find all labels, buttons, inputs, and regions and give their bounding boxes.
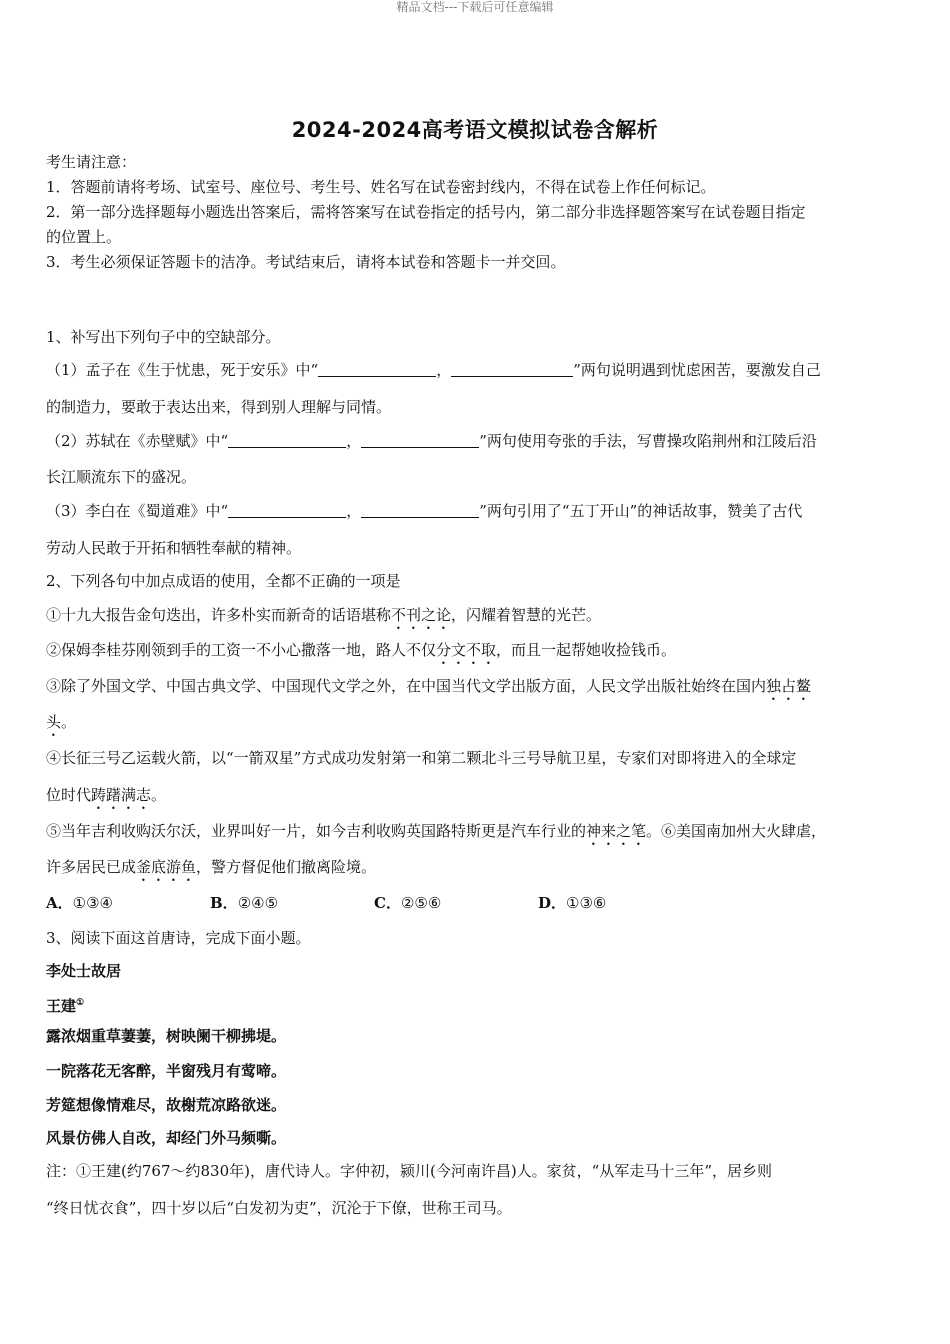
q2-s6-idiom: 釜底游鱼 [136, 858, 197, 876]
q2-s1-idiom: 不刊之论 [391, 606, 452, 624]
notice-item-3: 3．考生必须保证答题卡的洁净。考试结束后，请将本试卷和答题卡一并交回。 [46, 253, 566, 271]
poem-author [46, 993, 84, 1016]
q2-option-b[interactable]: B．②④⑤ [210, 894, 279, 912]
q2-s4-text: 位时代 [46, 786, 92, 804]
q2-s4-tail: 。 [151, 786, 167, 804]
q1-part3-blank-a[interactable] [228, 503, 346, 518]
poem-title: 李处士故居 [46, 962, 122, 980]
q2-option-c[interactable]: C．②⑤⑥ [374, 894, 442, 912]
q1-part3-cont: 劳动人民敢于开拓和牺牲奉献的精神。 [46, 539, 302, 557]
q2-stem: 2、下列各句中加点成语的使用，全都不正确的一项是 [46, 572, 401, 590]
q1-part2 [46, 431, 817, 451]
q1-part1-comma: ， [436, 361, 452, 379]
poem-line-3: 芳筵想像情难尽，故榭荒凉路欲迷。 [46, 1096, 287, 1114]
q2-sentence-5 [46, 821, 826, 849]
q1-part2-blank-a[interactable] [228, 433, 346, 448]
q2-s2-tail: ，而且一起帮她收捡钱币。 [496, 641, 677, 659]
poem-author-footnote-mark: ① [76, 998, 85, 1008]
q1-part2-suffix: ”两句使用夸张的手法，写曹操攻陷荆州和江陵后沿 [479, 432, 817, 450]
poem-line-4: 风景仿佛人自改，却经门外马频嘶。 [46, 1129, 287, 1147]
q2-sentence-3-cont [46, 712, 76, 740]
q2-s2-text: ②保姆李桂芬刚领到手的工资一不小心撒落一地，路人不仅 [46, 641, 437, 659]
q2-s3-tail: 。 [61, 713, 77, 731]
q2-sentence-4: ④长征三号乙运载火箭，以“一箭双星”方式成功发射第一和第二颗北斗三号导航卫星，专家们对即将进入的全球定 [46, 749, 797, 767]
q1-part2-cont: 长江顺流东下的盛况。 [46, 468, 197, 486]
q2-sentence-6 [46, 857, 376, 885]
poem-line-1: 露浓烟重草萋萋，树映阑干柳拂堤。 [46, 1027, 287, 1045]
q2-option-d[interactable]: D．①③⑥ [538, 894, 607, 912]
q2-sentence-2 [46, 640, 676, 668]
q1-part1-blank-a[interactable] [318, 362, 436, 377]
header-watermark: 精品文档---下载后可任意编辑 [396, 0, 554, 14]
q2-s5-tail: 。⑥美国南加州大火肆虐， [646, 822, 827, 840]
q2-option-a[interactable]: A．①③④ [46, 894, 113, 912]
q1-part1 [46, 360, 821, 380]
q1-part3-suffix: ”两句引用了“五丁开山”的神话故事，赞美了古代 [479, 502, 803, 520]
q1-part2-prefix: （2）苏轼在《赤壁赋》中“ [46, 432, 229, 450]
q2-s6-tail: ，警方督促他们撤离险境。 [196, 858, 377, 876]
q1-part3-blank-b[interactable] [361, 503, 479, 518]
poem-author-name: 王建 [46, 997, 77, 1015]
q1-part3-prefix: （3）李白在《蜀道难》中“ [46, 502, 229, 520]
q1-stem: 1、补写出下列句子中的空缺部分。 [46, 328, 281, 346]
q2-options [46, 893, 702, 913]
q2-s5-text: ⑤当年吉利收购沃尔沃，业界叫好一片，如今吉利收购英国路特斯更是汽车行业的 [46, 822, 587, 840]
q2-s2-idiom: 分文不取 [436, 641, 497, 659]
notice-item-2-cont: 的位置上。 [46, 228, 122, 246]
q1-part3-comma: ， [346, 502, 362, 520]
q2-s6-text: 许多居民已成 [46, 858, 137, 876]
q2-s3-idiom-end: 头 [46, 713, 62, 731]
notice-item-2: 2．第一部分选择题每小题选出答案后，需将答案写在试卷指定的括号内，第二部分非选择题答案写在试卷题目指定 [46, 203, 806, 221]
q1-part3 [46, 501, 802, 521]
notice-item-1: 1．答题前请将考场、试室号、座位号、考生号、姓名写在试卷密封线内，不得在试卷上作任何标记。 [46, 178, 716, 196]
q1-part2-comma: ， [346, 432, 362, 450]
q2-sentence-3 [46, 676, 811, 704]
q1-part1-cont: 的制造力，要敢于表达出来，得到别人理解与同情。 [46, 398, 392, 416]
q2-sentence-1 [46, 605, 601, 633]
poem-note: 注：①王建(约767～约830年)，唐代诗人。字仲初，颍川(今河南许昌)人。家贫，“从军走马十三年”，居乡则 [46, 1162, 773, 1180]
q2-s5-idiom: 神来之笔 [586, 822, 647, 840]
q2-sentence-4-cont [46, 785, 166, 813]
q2-s1-tail: ，闪耀着智慧的光芒。 [451, 606, 602, 624]
q1-part1-suffix: ”两句说明遇到忧虑困苦，要激发自己 [573, 361, 821, 379]
notice-heading: 考生请注意： [46, 153, 137, 171]
poem-note-cont: “终日忧衣食”，四十岁以后“白发初为吏”，沉沦于下僚，世称王司马。 [46, 1199, 512, 1217]
q3-stem: 3、阅读下面这首唐诗，完成下面小题。 [46, 929, 311, 947]
q1-part1-blank-b[interactable] [451, 362, 573, 377]
q2-s3-idiom: 独占鳌 [766, 677, 812, 695]
q2-s4-idiom: 踌躇满志 [91, 786, 152, 804]
q2-s1-text: ①十九大报告金句迭出，许多朴实而新奇的话语堪称 [46, 606, 392, 624]
poem-line-2: 一院落花无客醉，半窗残月有莺啼。 [46, 1062, 287, 1080]
q1-part2-blank-b[interactable] [361, 433, 479, 448]
q2-s3-text: ③除了外国文学、中国古典文学、中国现代文学之外，在中国当代文学出版方面，人民文学出版社始终在国内 [46, 677, 767, 695]
page-title: 2024-2024高考语文模拟试卷含解析 [291, 118, 659, 142]
q1-part1-prefix: （1）孟子在《生于忧患，死于安乐》中“ [46, 361, 319, 379]
